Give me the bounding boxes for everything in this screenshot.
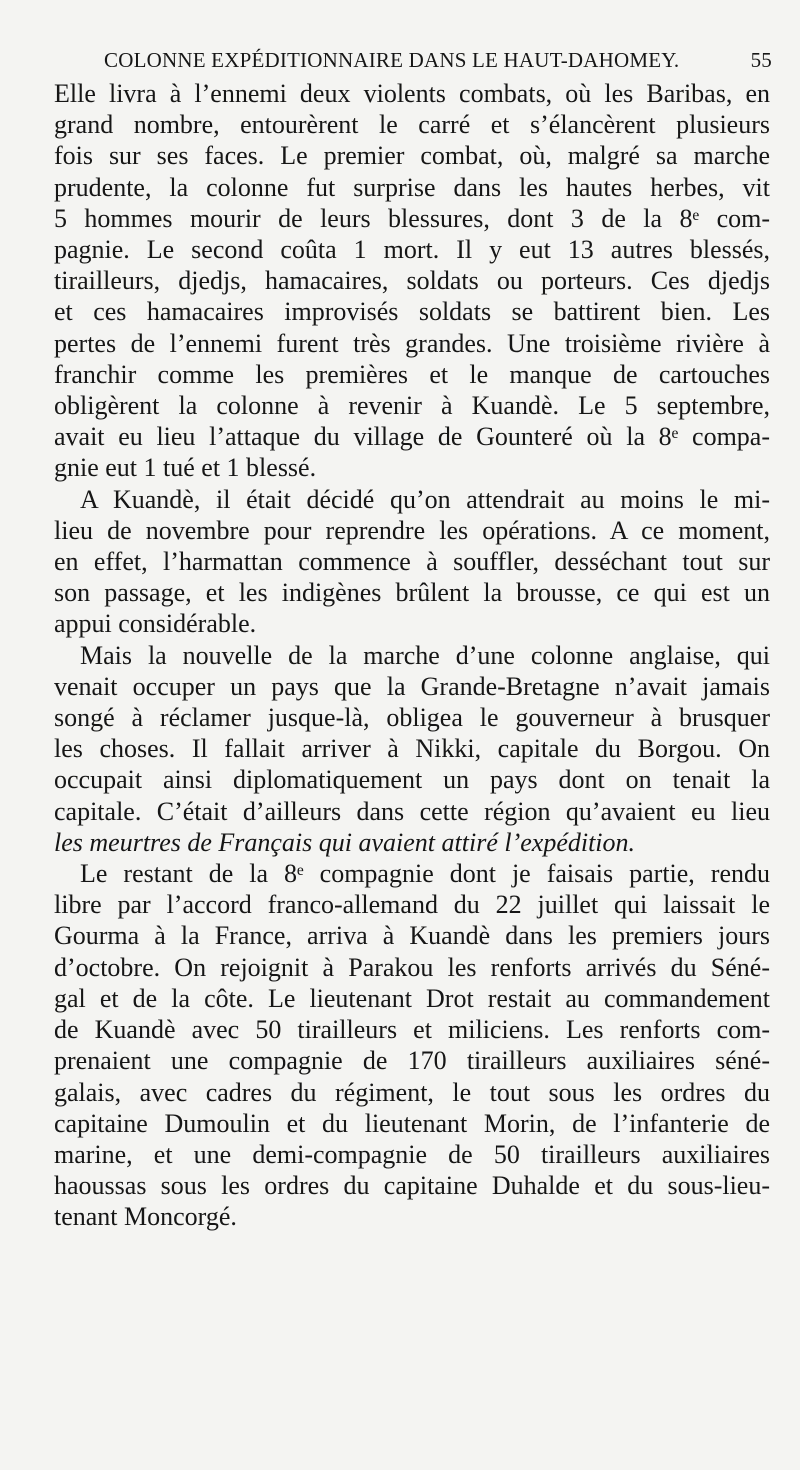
text-line: songé à réclamer jusque-là, obligea le gouverneur à brusquer	[54, 703, 770, 733]
page-number: 55	[750, 48, 772, 72]
running-head	[90, 42, 772, 76]
text-line: Gourma à la France, arriva à Kuandè dans les premiers jours	[54, 921, 770, 951]
italic-line: les meurtres de Français qui avaient attiré l’expédition.	[54, 827, 636, 857]
text-line: de Kuandè avec 50 tirailleurs et miliciens. Les renforts com-	[54, 1015, 770, 1045]
text-line: son passage, et les indigènes brûlent la brousse, ce qui est un	[54, 578, 770, 608]
text-line: gnie eut 1 tué et 1 blessé.	[54, 453, 317, 483]
text-line: pertes de l’ennemi furent très grandes. Une troisième rivière à	[54, 328, 770, 358]
text-line: avait eu lieu l’attaque du village de Gounteré où la 8ᵉ compa-	[54, 422, 770, 452]
text-line: obligèrent la colonne à revenir à Kuandè. Le 5 septembre,	[54, 391, 770, 421]
text-line: occupait ainsi diplomatiquement un pays dont on tenait la	[54, 765, 770, 795]
text-line: d’octobre. On rejoignit à Parakou les renforts arrivés du Séné-	[54, 952, 770, 982]
text-line: prudente, la colonne fut surprise dans les hautes herbes, vit	[54, 172, 770, 202]
running-title: COLONNE EXPÉDITIONNAIRE DANS LE HAUT-DAHOMEY.	[104, 48, 680, 72]
paragraph-1	[54, 78, 770, 484]
text-line: les choses. Il fallait arriver à Nikki, capitale du Borgou. On	[54, 734, 770, 764]
text-line: haoussas sous les ordres du capitaine Duhalde et du sous-lieu-	[54, 1171, 770, 1201]
text-line: en effet, l’harmattan commence à souffler, desséchant tout sur	[54, 547, 770, 577]
text-line: Elle livra à l’ennemi deux violents combats, où les Baribas, en	[54, 79, 770, 108]
text-line: tirailleurs, djedjs, hamacaires, soldats ou porteurs. Ces djedjs	[54, 266, 770, 296]
text-line: Mais la nouvelle de la marche d’une colonne anglaise, qui	[80, 640, 770, 670]
text-line: et ces hamacaires improvisés soldats se battirent bien. Les	[54, 297, 770, 327]
text-line: grand nombre, entourèrent le carré et s’élancèrent plusieurs	[54, 110, 770, 140]
text-line: 5 hommes mourir de leurs blessures, dont 3 de la 8ᵉ com-	[54, 203, 770, 233]
text-line: prenaient une compagnie de 170 tirailleurs auxiliaires séné-	[54, 1046, 770, 1076]
body-text	[54, 78, 770, 1233]
text-line: lieu de novembre pour reprendre les opérations. A ce moment,	[54, 515, 770, 545]
text-line: pagnie. Le second coûta 1 mort. Il y eut 13 autres blessés,	[54, 235, 770, 265]
paragraph-2	[54, 484, 770, 640]
paragraph-3	[54, 640, 770, 858]
text-line: appui considérable.	[54, 609, 257, 639]
text-line: A Kuandè, il était décidé qu’on attendrait au moins le mi-	[80, 484, 770, 514]
text-line: gal et de la côte. Le lieutenant Drot restait au commandement	[54, 983, 770, 1013]
text-line: capitaine Dumoulin et du lieutenant Morin, de l’infanterie de	[54, 1108, 770, 1138]
text-line: tenant Moncorgé.	[54, 1202, 237, 1232]
text-line: venait occuper un pays que la Grande-Bretagne n’avait jamais	[54, 671, 770, 701]
text-line: galais, avec cadres du régiment, le tout sous les ordres du	[54, 1077, 770, 1107]
text-line: marine, et une demi-compagnie de 50 tirailleurs auxiliaires	[54, 1139, 770, 1169]
text-line: franchir comme les premières et le manque de cartouches	[54, 359, 770, 389]
text-line: fois sur ses faces. Le premier combat, où, malgré sa marche	[54, 141, 770, 171]
text-line: libre par l’accord franco-allemand du 22 juillet qui laissait le	[54, 890, 770, 920]
text-line: capitale. C’était d’ailleurs dans cette région qu’avaient eu lieu	[54, 796, 770, 826]
text-line: Le restant de la 8ᵉ compagnie dont je faisais partie, rendu	[80, 859, 770, 889]
paragraph-4	[54, 858, 770, 1232]
